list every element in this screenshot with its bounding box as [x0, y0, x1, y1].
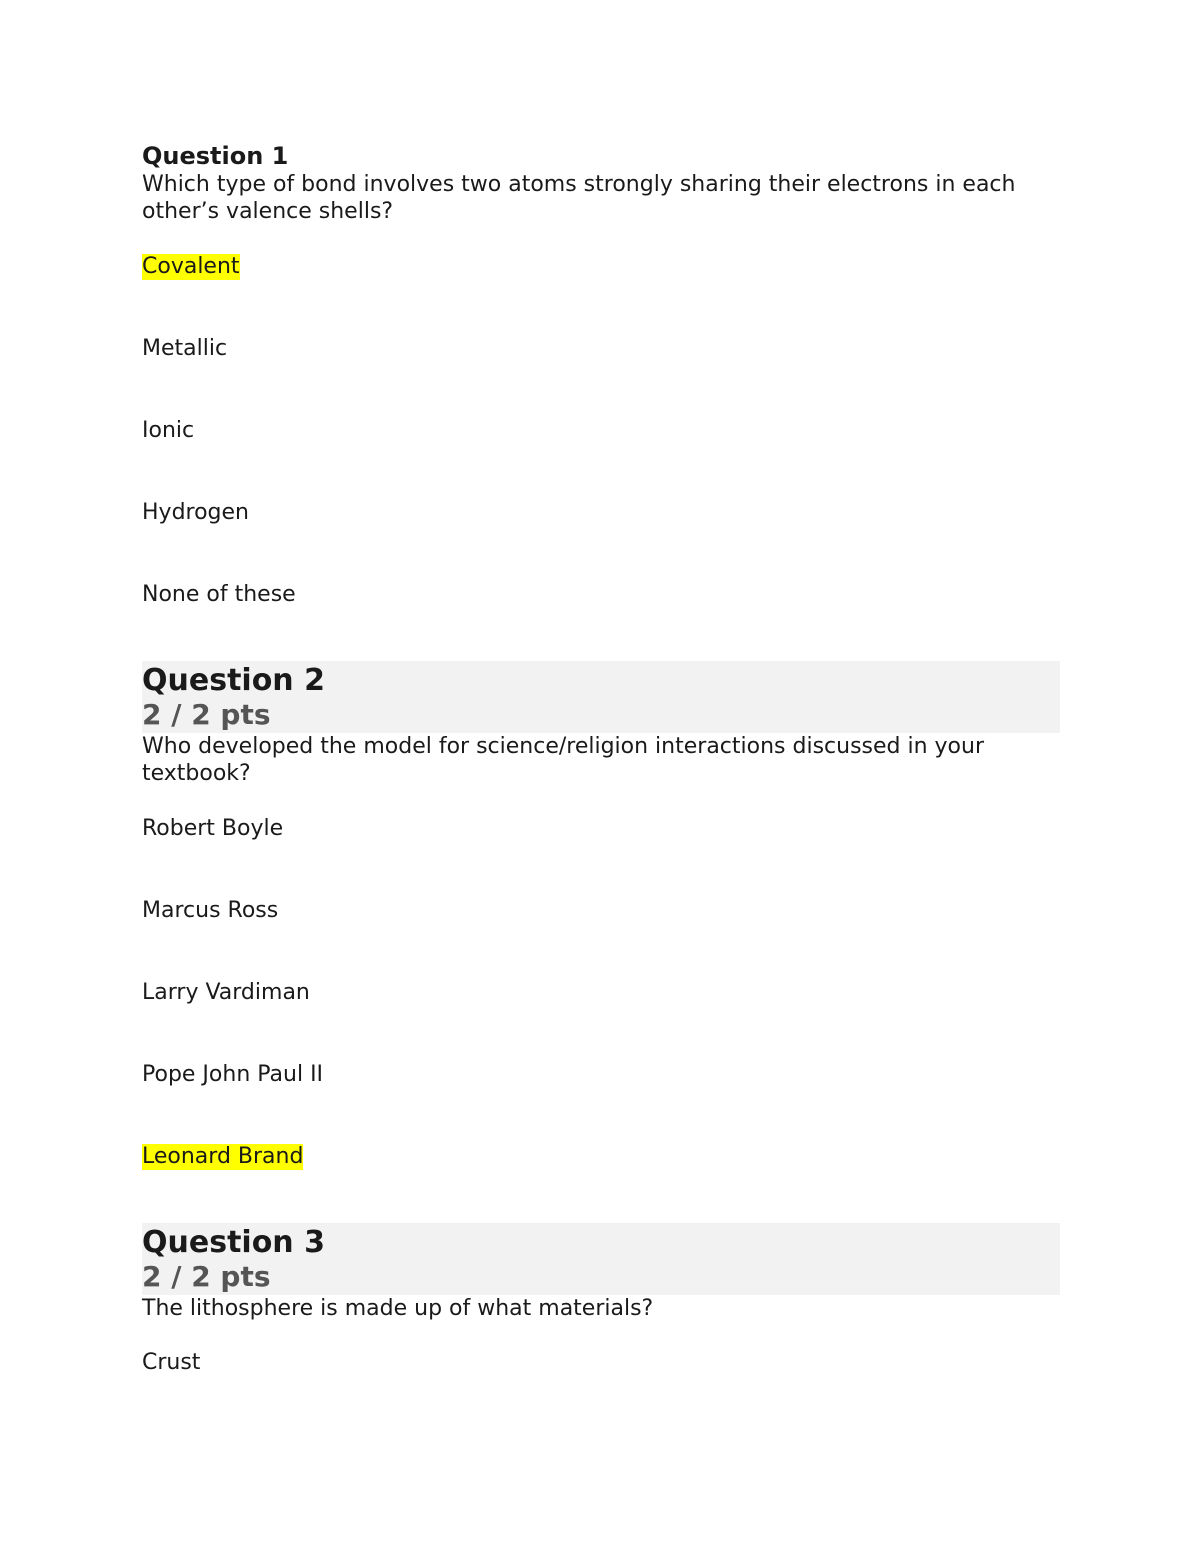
question-2-text: Who developed the model for science/religion interactions discussed in your textbook? [142, 734, 985, 786]
question-1-answer: Ionic [142, 418, 195, 443]
question-3-answer: Crust [142, 1350, 201, 1375]
question-3-title: Question 3 [142, 1225, 325, 1260]
question-1-answer: Hydrogen [142, 500, 249, 525]
question-2-answer: Marcus Ross [142, 898, 279, 923]
question-2-header [142, 661, 1060, 733]
question-1-text: Which type of bond involves two atoms strongly sharing their electrons in each other’s valence shells? [142, 172, 1016, 224]
question-2-answer: Robert Boyle [142, 816, 284, 841]
question-2-answer: Larry Vardiman [142, 980, 310, 1005]
question-1-answer-correct: Covalent [142, 254, 240, 279]
question-2-answer: Pope John Paul II [142, 1062, 324, 1087]
question-3-header [142, 1223, 1060, 1295]
question-3-points: 2 / 2 pts [142, 1260, 271, 1293]
question-1-answer: Metallic [142, 336, 228, 361]
question-2-answer-correct: Leonard Brand [142, 1144, 304, 1169]
question-1-answer: None of these [142, 582, 296, 607]
question-1-title: Question 1 [142, 142, 289, 170]
question-2-points: 2 / 2 pts [142, 698, 271, 731]
question-2-title: Question 2 [142, 663, 325, 698]
question-3-text: The lithosphere is made up of what materials? [142, 1296, 654, 1321]
